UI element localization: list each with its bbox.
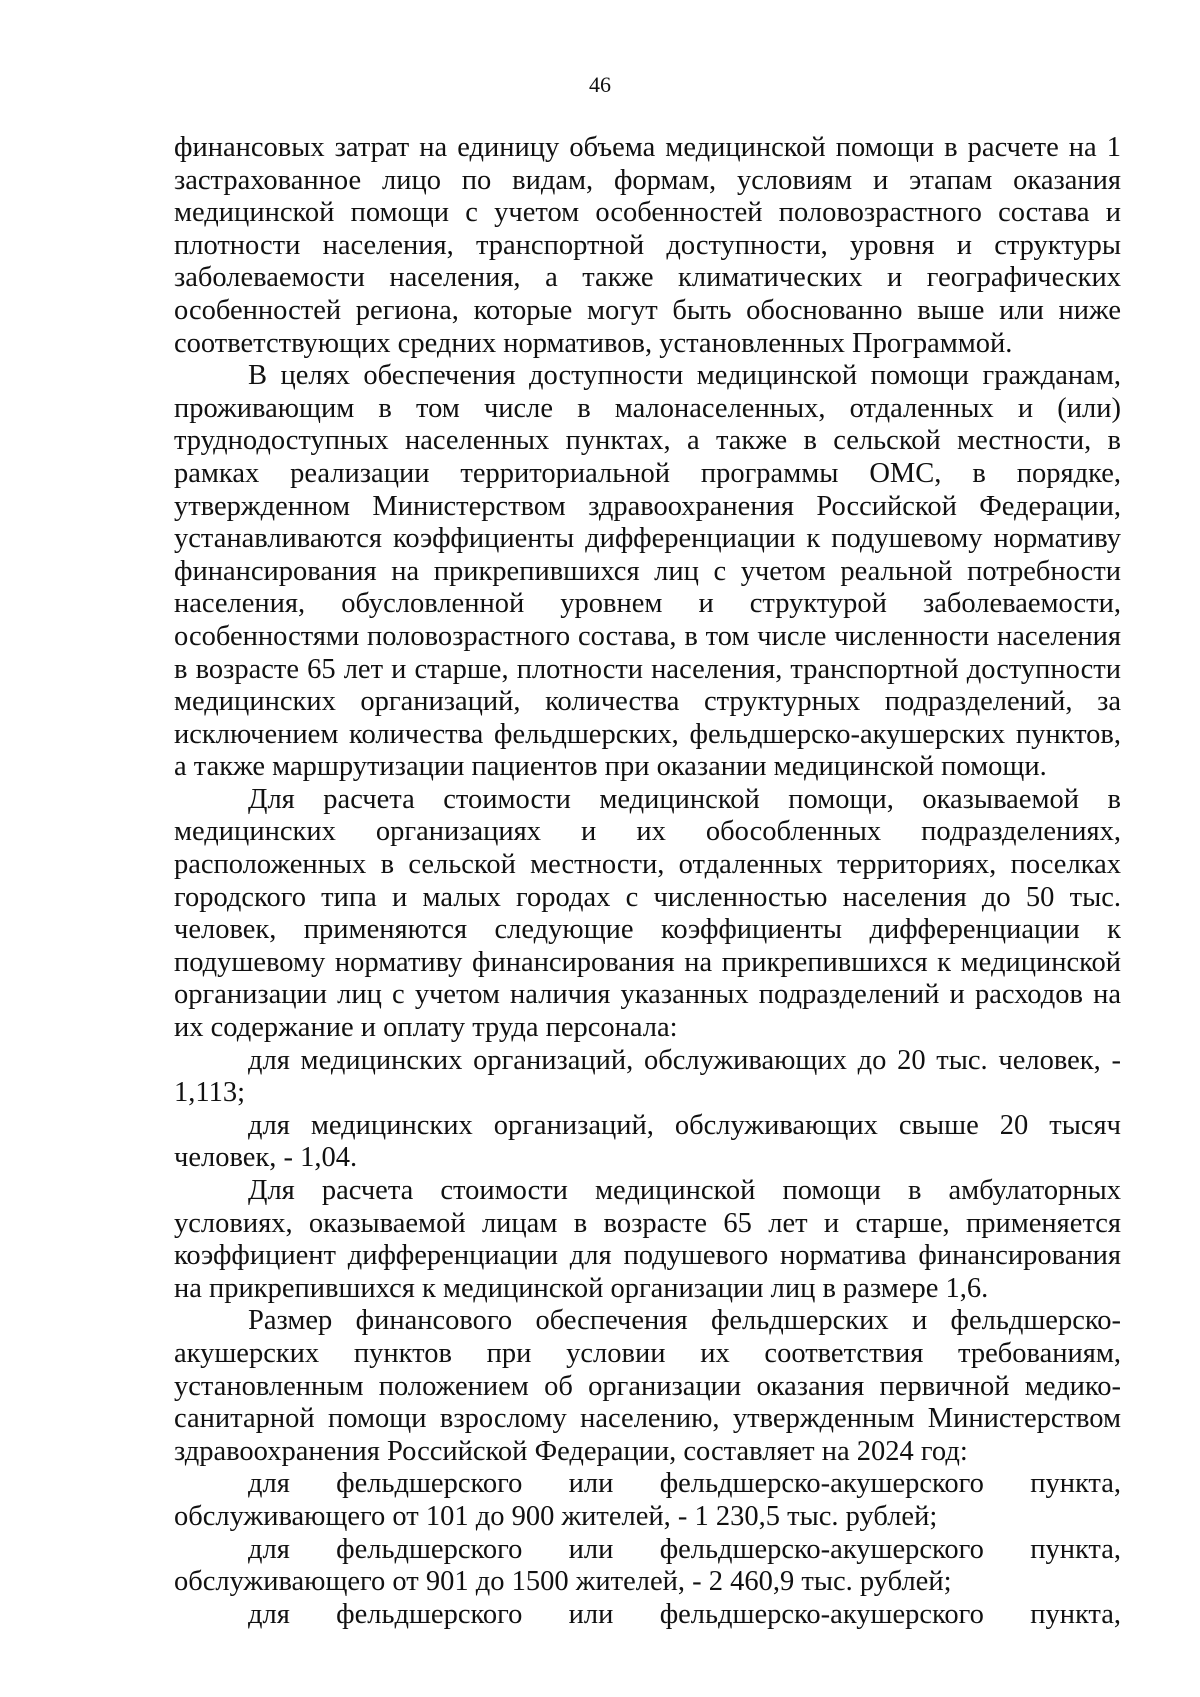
list-item-901-1500: для фельдшерского или фельдшерско-акушерского пункта, обслуживающего от 901 до 1500 жителей, - 2 460,9 тыс. рублей; [174,1533,1121,1598]
paragraph-differentiation-coefficients: В целях обеспечения доступности медицинской помощи гражданам, проживающим в том числе в малонаселенных, отдаленных и (или) труднодоступных населенных пунктах, а также в сельской местности, в рамках реализации территориальной программы ОМС, в порядке, утвержденном Министерством здравоохранения Российской Федерации, устанавливаются коэффициенты дифференциации к подушевому нормативу финансирования на прикрепившихся лиц с учетом реальной потребности населения, обусловленной уровнем и структурой заболеваемости, особенностями половозрастного состава, в том числе численности населения в возрасте 65 лет и старше, плотности населения, транспортной доступности медицинских организаций, количества структурных подразделений, за исключением количества фельдшерских, фельдшерско-акушерских пунктов, а также маршрутизации пациентов при оказании медицинской помощи. [174,360,1121,783]
list-item-up-to-20k: для медицинских организаций, обслуживающих до 20 тыс. человек, - 1,113; [174,1044,1121,1109]
paragraph-costs-per-insured: финансовых затрат на единицу объема медицинской помощи в расчете на 1 застрахованное лицо по видам, формам, условиям и этапам оказания медицинской помощи с учетом особенностей половозрастного состава и плотности населения, транспортной доступности, уровня и структуры заболеваемости населения, а также климатических и географических особенностей региона, которые могут быть обоснованно выше или ниже соответствующих средних нормативов, установленных Программой. [174,132,1121,359]
paragraph-feldsher-funding: Размер финансового обеспечения фельдшерских и фельдшерско-акушерских пунктов при условии их соответствия требованиям, установленным положением об организации оказания первичной медико-санитарной помощи взрослому населению, утвержденным Министерством здравоохранения Российской Федерации, составляет на 2024 год: [174,1305,1121,1467]
paragraph-outpatient-65-plus: Для расчета стоимости медицинской помощи в амбулаторных условиях, оказываемой лицам в возрасте 65 лет и старше, применяется коэффициент дифференциации для подушевого норматива финансирования на прикрепившихся к медицинской организации лиц в размере 1,6. [174,1175,1121,1304]
paragraph-rural-cost-calculation: Для расчета стоимости медицинской помощи, оказываемой в медицинских организациях и их обособленных подразделениях, расположенных в сельской местности, отдаленных территориях, поселках городского типа и малых городах с численностью населения до 50 тыс. человек, применяются следующие коэффициенты дифференциации к подушевому нормативу финансирования на прикрепившихся к медицинской организации лиц с учетом наличия указанных подразделений и расходов на их содержание и оплату труда персонала: [174,783,1121,1044]
list-item-continued: для фельдшерского или фельдшерско-акушерского пункта, [248,1598,1121,1630]
document-body [174,132,1121,1631]
list-item-101-900: для фельдшерского или фельдшерско-акушерского пункта, обслуживающего от 101 до 900 жителей, - 1 230,5 тыс. рублей; [174,1468,1121,1532]
page-number: 46 [589,72,611,97]
list-item-over-20k: для медицинских организаций, обслуживающих свыше 20 тысяч человек, - 1,04. [174,1109,1121,1174]
